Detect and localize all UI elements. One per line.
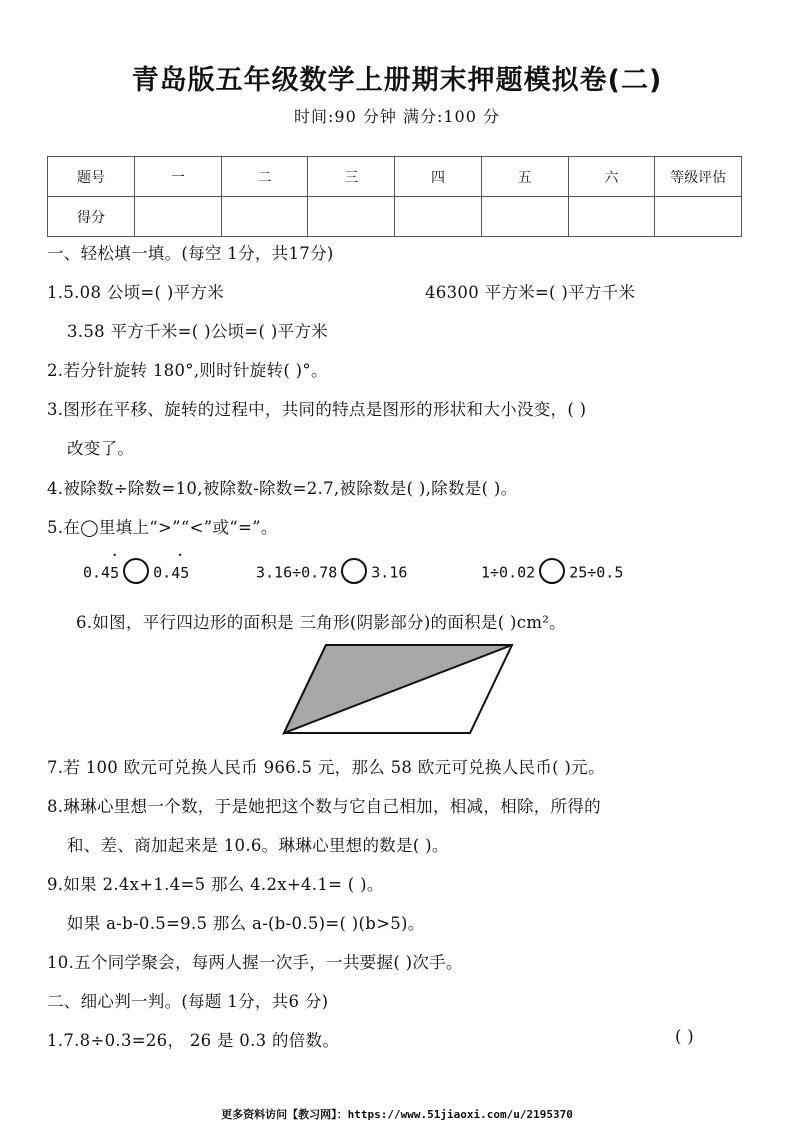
compare-item-2 [256, 560, 407, 586]
score-input-cell[interactable] [221, 197, 308, 237]
score-input-cell[interactable] [481, 197, 568, 237]
score-header-cell: 题号 [48, 157, 135, 197]
compare-circle-1[interactable] [123, 558, 149, 584]
compare-2-left: 3.16÷0.78 [256, 563, 338, 582]
question-9-line1: 9.如果 2.4x+1.4=5 那么 4.2x+4.1= ( )。 [47, 875, 384, 894]
parallelogram-figure [282, 643, 514, 735]
score-input-cell[interactable] [308, 197, 395, 237]
question-10: 10.五个同学聚会，每两人握一次手，一共要握( )次手。 [47, 953, 463, 972]
score-table-score-row [48, 197, 742, 237]
question-9-line2: 如果 a-b-0.5=9.5 那么 a-(b-0.5)=( )(b>5)。 [67, 914, 425, 933]
question-2: 2.若分针旋转 180°,则时针旋转( )°。 [47, 361, 328, 380]
compare-item-1 [83, 560, 189, 586]
compare-circle-2[interactable] [341, 558, 367, 584]
question-1c: 3.58 平方千米=( )公顷=( )平方米 [67, 322, 328, 341]
score-header-cell: 五 [481, 157, 568, 197]
score-input-cell[interactable] [655, 197, 742, 237]
compare-1-right-prefix: 0. [153, 563, 172, 582]
score-table [47, 156, 742, 237]
question-1b: 46300 平方米=( )平方千米 [425, 283, 636, 302]
section2-heading: 二、细心判一判。(每题 1分，共6 分) [47, 992, 329, 1011]
question-4: 4.被除数÷除数=10,被除数-除数=2.7,被除数是( ),除数是( )。 [47, 479, 518, 498]
section1-heading: 一、轻松填一填。(每空 1分，共17分) [47, 244, 334, 263]
score-header-cell: 六 [568, 157, 655, 197]
score-input-cell[interactable] [135, 197, 222, 237]
page-title: 青岛版五年级数学上册期末押题模拟卷(二) [131, 65, 663, 96]
score-header-cell: 一 [135, 157, 222, 197]
compare-2-right: 3.16 [371, 563, 408, 582]
question-8-line2: 和、差、商加起来是 10.6。琳琳心里想的数是( )。 [67, 836, 449, 855]
footer-link[interactable]: 更多资料访问【教习网】：https://www.51jiaoxi.com/u/2195370 [221, 1108, 573, 1121]
question-1a: 1.5.08 公顷=( )平方米 [47, 283, 224, 302]
compare-item-3 [481, 560, 623, 586]
compare-1-right-dotted: • 45 [171, 564, 189, 582]
page-subtitle: 时间:90 分钟 满分:100 分 [294, 107, 500, 126]
score-input-cell[interactable] [568, 197, 655, 237]
score-header-cell: 四 [395, 157, 482, 197]
judge-answer-paren[interactable]: ( ) [675, 1027, 695, 1046]
score-input-cell[interactable] [395, 197, 482, 237]
score-table-header-row [48, 157, 742, 197]
compare-3-left: 1÷0.02 [481, 563, 536, 582]
score-header-cell: 二 [221, 157, 308, 197]
score-header-cell: 等级评估 [655, 157, 742, 197]
question-6: 6.如图，平行四边形的面积是 三角形(阴影部分)的面积是( )cm²。 [76, 613, 566, 632]
score-row-label: 得分 [48, 197, 135, 237]
question-3-line1: 3.图形在平移、旋转的过程中，共同的特点是图形的形状和大小没变，( ) [47, 400, 587, 419]
compare-3-right: 25÷0.5 [569, 563, 624, 582]
judge-question-1: 1.7.8÷0.3=26， 26 是 0.3 的倍数。 [47, 1031, 340, 1050]
question-3-line2: 改变了。 [67, 439, 135, 458]
compare-1-left-prefix: 0.4 [83, 563, 111, 582]
question-5: 5.在◯里填上“>”“<”或“=”。 [47, 518, 278, 537]
compare-circle-3[interactable] [539, 558, 565, 584]
question-7: 7.若 100 欧元可兑换人民币 966.5 元，那么 58 欧元可兑换人民币( )元。 [47, 758, 605, 777]
question-8-line1: 8.琳琳心里想一个数，于是她把这个数与它自己相加，相减，相除，所得的 [47, 797, 601, 816]
compare-1-left-dotted: • 5 [110, 564, 119, 582]
score-header-cell: 三 [308, 157, 395, 197]
